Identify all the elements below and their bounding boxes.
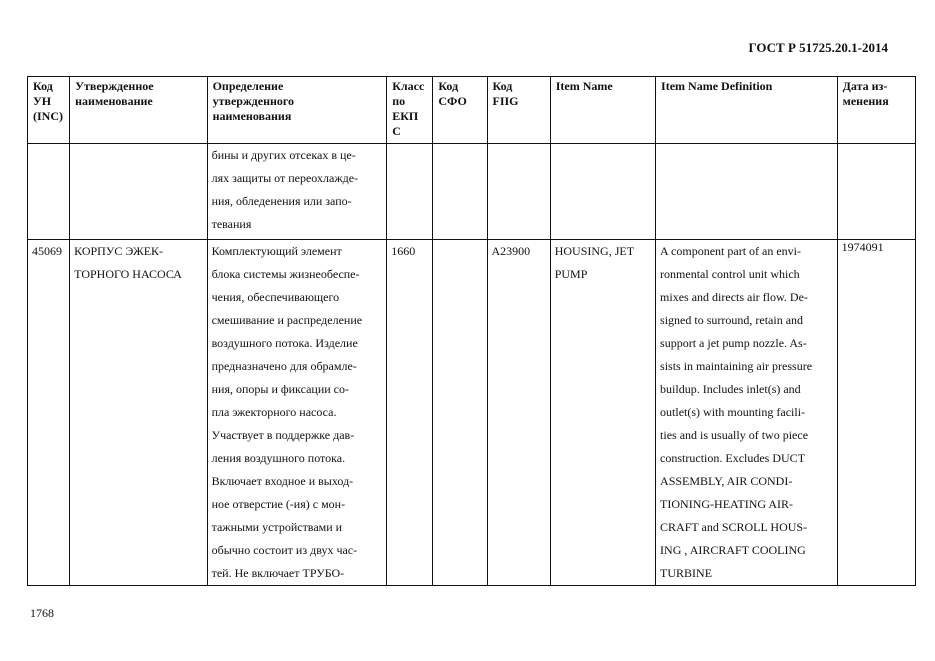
col-item-name-header: Item Name — [550, 77, 655, 144]
page-number: 1768 — [30, 606, 54, 620]
name-ru-cell: КОРПУС ЭЖЕК- ТОРНОГО НАСОСА — [70, 240, 207, 586]
col-sfo-header: Код СФО — [433, 77, 487, 144]
col-date-header: Дата из- менения — [837, 77, 915, 144]
table-row — [28, 240, 916, 586]
inc-cell: 45069 — [28, 240, 70, 586]
col-item-def-header: Item Name Definition — [656, 77, 838, 144]
item-name-cell: HOUSING, JET PUMP — [550, 240, 655, 586]
col-fiig-header: Код FIIG — [487, 77, 550, 144]
fiig-cell: A23900 — [487, 240, 550, 586]
col-definition-header: Определение утвержденного наименования — [207, 77, 387, 144]
catalog-table — [27, 76, 916, 586]
standard-designation: ГОСТ Р 51725.20.1-2014 — [748, 40, 888, 55]
header-row — [28, 77, 916, 144]
class-cell: 1660 — [387, 240, 433, 586]
sfo-cell — [433, 240, 487, 586]
col-class-header: Класс по ЕКП С — [387, 77, 433, 144]
continuation-definition-cell: бины и других отсеках в це- лях защиты от переохлажде- ния, обледенения или запо- тевания — [207, 144, 387, 240]
definition-ru-cell: Комплектующий элемент блока системы жизнеобеспе- чения, обеспечивающего смешивание и распределение воздушного потока. Изделие предназначено для обрамле- ния, опоры и фиксации со- пла эжекторного насоса. Участвует в поддержке дав- ления воздушного потока. Включает входное и выход- ное отверстие (-ия) с мон- тажными устройствами и обычно состоит из двух час- тей. Не включает ТРУБО- — [207, 240, 387, 586]
col-inc-header: Код УН (INC) — [28, 77, 70, 144]
item-def-cell: A component part of an envi- ronmental control unit which mixes and directs air flow. De- signed to surround, retain and support a jet pump nozzle. As- sists in maintaining air pressure buildup. Includes inlet(s) and outlet(s) with mounting facili- ties and is usually of two piece construction. Excludes DUCT ASSEMBLY, AIR CONDI- TIONING-HEATING AIR- CRAFT and SCROLL HOUS- ING , AIRCRAFT COOLING TURBINE — [656, 240, 838, 586]
col-name-header: Утвержденное наименование — [70, 77, 207, 144]
continuation-row — [28, 144, 916, 240]
date-cell: 1974091 — [837, 240, 915, 586]
